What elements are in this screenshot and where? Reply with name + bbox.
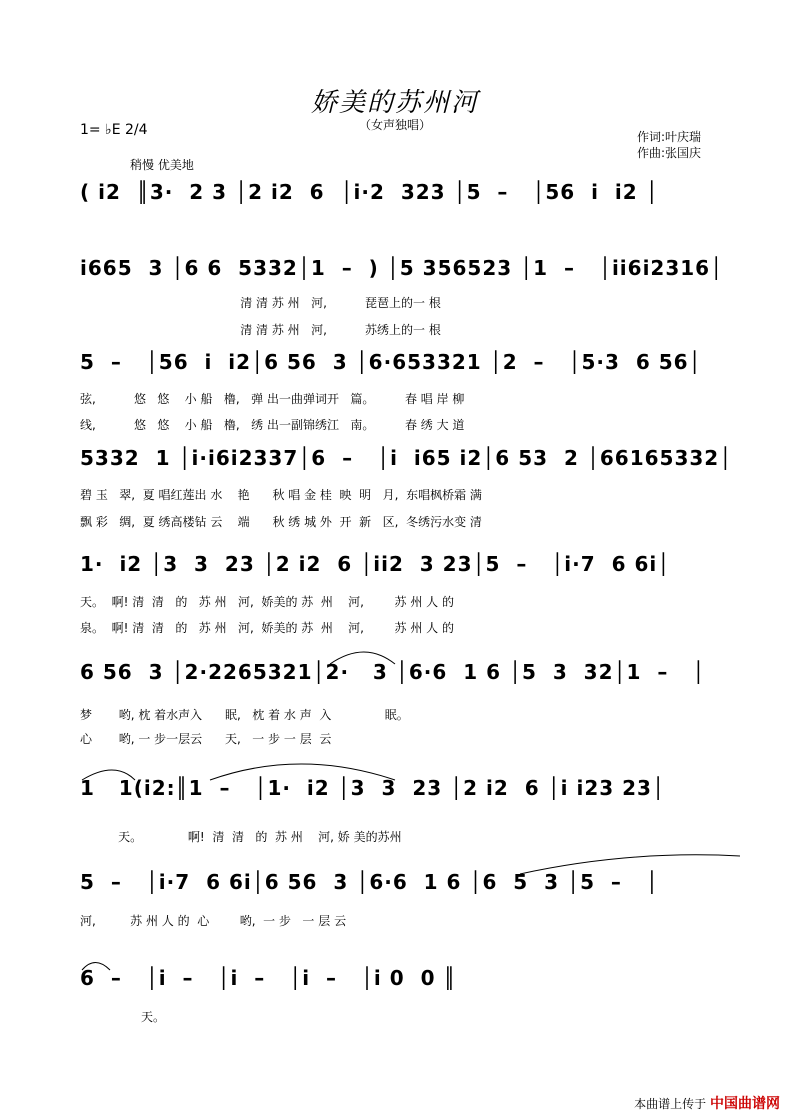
notation: ( i2 ║3· 2 3 │2 i2 6 │i·2 323 │5 – │56 i i2 │ [80, 180, 659, 204]
lyricist: 作词:叶庆瑞 [637, 130, 702, 144]
site-logo[interactable]: 中国曲谱网 [710, 1096, 780, 1112]
notation: 1 1(i2:║1 – │1· i2 │3 3 23 │2 i2 6 │i i23 23│ [80, 776, 666, 800]
footer-upload-text: 本曲谱上传于 [634, 1097, 707, 1111]
tempo-marking: 稍慢 优美地 [130, 158, 194, 172]
lyric-line: 清 清 苏 州 河, 苏绣上的一 根 [80, 323, 441, 337]
footer [634, 1093, 780, 1113]
lyric-line: 清 清 苏 州 河, 琵琶上的一 根 [80, 296, 441, 310]
notation: 6 – │i – │i – │i – │i 0 0 ║ [80, 966, 457, 990]
lyric-line: 线, 悠 悠 小 船 橹, 绣 出一副锦绣江 南。 春 绣 大 道 [80, 418, 465, 432]
composer: 作曲:张国庆 [637, 146, 702, 160]
notation: 6 56 3 │2·2265321│2· 3 │6·6 1 6 │5 3 32│1 – │ [80, 660, 706, 684]
lyric-line: 心 哟, 一 步一层云 天, 一 步 一 层 云 [80, 732, 332, 746]
lyric-line: 弦, 悠 悠 小 船 橹, 弹 出一曲弹词开 篇。 春 唱 岸 柳 [80, 392, 465, 406]
notation: 5 – │i·7 6 6i│6 56 3 │6·6 1 6 │6 5 3 │5 – │ [80, 870, 659, 894]
notation: 1· i2 │3 3 23 │2 i2 6 │ii2 3 23│5 – │i·7 6 6i│ [80, 552, 671, 576]
key-signature: 1= ♭E 2/4 [80, 122, 148, 138]
notation: 5 – │56 i i2│6 56 3 │6·653321 │2 – │5·3 6 56│ [80, 350, 702, 374]
lyric-line: 泉。 啊! 清 清 的 苏 州 河, 娇美的 苏 州 河, 苏 州 人 的 [80, 621, 454, 635]
lyric-line: 碧 玉 翠, 夏 唱红莲出 水 艳 秋 唱 金 桂 映 明 月, 东唱枫桥霜 满 [80, 488, 482, 502]
notation: i665 3 │6 6 5332│1 – ) │5 356523 │1 – │ii6i2316│ [80, 256, 724, 280]
lyric-line: 天。 啊! 清 清 的 苏 州 河, 娇 美的苏州 [80, 830, 402, 844]
lyric-line: 天。 [80, 1010, 166, 1024]
lyric-line: 飘 彩 绸, 夏 绣高楼钻 云 端 秋 绣 城 外 开 新 区, 冬绣污水变 清 [80, 515, 482, 529]
lyric-line: 天。 啊! 清 清 的 苏 州 河, 娇美的 苏 州 河, 苏 州 人 的 [80, 595, 454, 609]
lyric-line: 梦 哟, 枕 着水声入 眠, 枕 着 水 声 入 眠。 [80, 708, 409, 722]
notation: 5332 1 │i·i6i2337│6 – │i i65 i2│6 53 2 │66165332│ [80, 446, 733, 470]
subtitle: （女声独唱） [358, 118, 431, 132]
page-title: 娇美的苏州河 [310, 88, 479, 118]
lyric-line: 河, 苏 州 人 的 心 哟, 一 步 一 层 云 [80, 914, 347, 928]
